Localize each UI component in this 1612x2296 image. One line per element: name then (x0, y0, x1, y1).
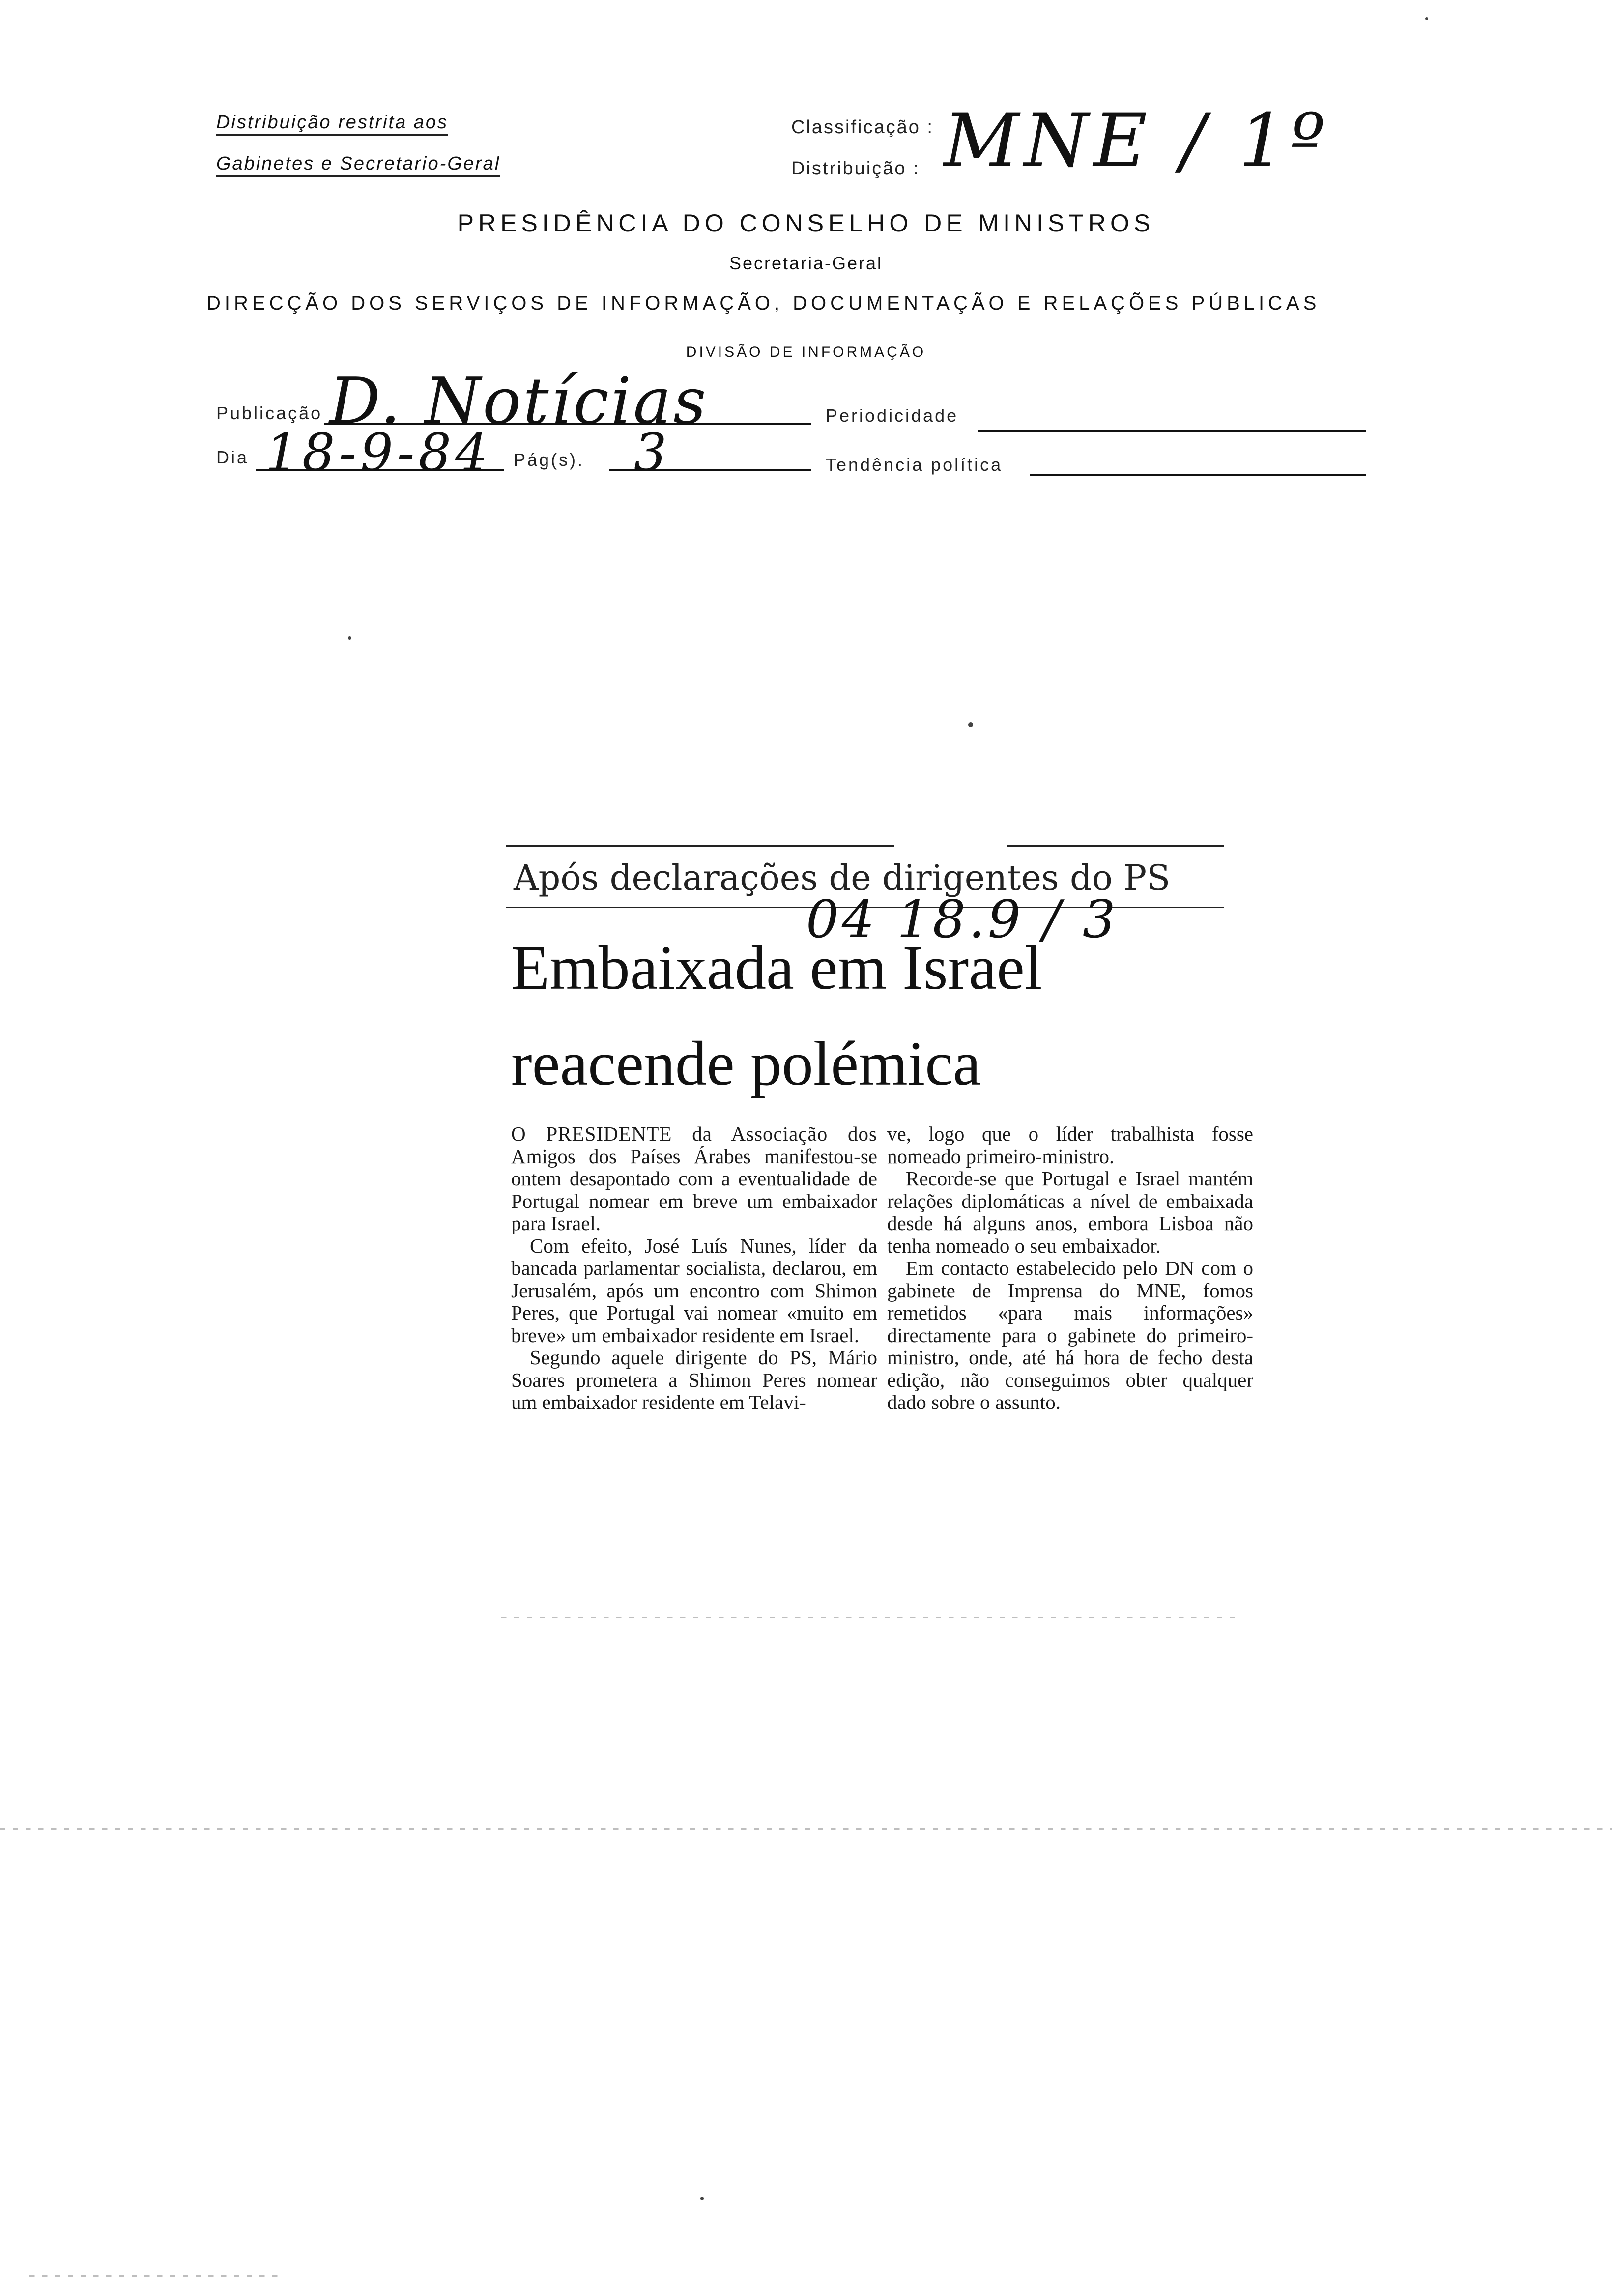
office-title: PRESIDÊNCIA DO CONSELHO DE MINISTROS (457, 209, 1155, 237)
article-column-1 (511, 1123, 877, 1414)
distribution-note-line1: Distribuição restrita aos (216, 112, 448, 136)
pag-handwritten-value: 3 (634, 423, 667, 483)
directorate-title: DIRECÇÃO DOS SERVIÇOS DE INFORMAÇÃO, DOCUMENTAÇÃO E RELAÇÕES PÚBLICAS (206, 292, 1321, 314)
handwritten-annotation: 04 18.9 / 3 (806, 890, 1119, 949)
division-title: DIVISÃO DE INFORMAÇÃO (686, 344, 926, 360)
classificacao-label: Classificação : (791, 117, 934, 138)
scan-noise-row (29, 2275, 285, 2277)
article-paragraph: Com efeito, José Luís Nunes, líder da bancada parlamentar socialista, declarou, em Jerusalém, após um encontro com Shimon Peres, que Portugal vai nomear «muito em breve» um embaixador residente em Israel. (511, 1234, 877, 1347)
distribuicao-label: Distribuição : (791, 158, 920, 179)
periodicidade-label: Periodicidade (826, 405, 959, 426)
article-paragraph: Em contacto estabelecido pelo DN com o gabinete de Imprensa do MNE, fomos remetidos «para mais informações» directamente para o gabinete do primeiro-ministro, onde, até há hora de fecho desta edição, não conseguimos obter qualquer dado sobre o assunto. (887, 1257, 1253, 1413)
office-subtitle: Secretaria-Geral (729, 253, 883, 273)
tendencia-label: Tendência política (826, 455, 1003, 475)
dia-label: Dia (216, 447, 249, 467)
scan-speck (968, 722, 973, 727)
article-paragraph: ve, logo que o líder trabalhista fosse nomeado primeiro-ministro. (887, 1122, 1253, 1168)
scan-noise-row (0, 1828, 1612, 1830)
clipping-top-rule-right (1008, 845, 1224, 847)
pag-label: Pág(s). (514, 450, 585, 470)
article-headline-line1: Embaixada em Israel (511, 933, 1042, 1003)
clipping-torn-edge (501, 1617, 1238, 1618)
article-column-2 (887, 1123, 1253, 1414)
publicacao-handwritten-value: D. Notícias (329, 364, 708, 438)
scan-speck (348, 636, 351, 640)
publicacao-label: Publicação (216, 403, 323, 423)
classificacao-handwritten-value: MNE / 1º (944, 98, 1330, 184)
article-paragraph: Recorde-se que Portugal e Israel mantém relações diplomáticas a nível de embaixada desde há alguns anos, embora Lisboa não tenha nomeado o seu embaixador. (887, 1167, 1253, 1257)
tendencia-field-line (1030, 474, 1366, 476)
dia-handwritten-value: 18-9-84 (265, 423, 492, 483)
clipping-top-rule-left (506, 845, 894, 847)
periodicidade-field-line (978, 430, 1366, 432)
distribution-note-line2: Gabinetes e Secretario-Geral (216, 153, 500, 177)
article-paragraph: O PRESIDENTE da Associação dos Amigos dos Países Árabes manifestou-se ontem desapontado com a eventualidade de Portugal nomear em breve um embaixador para Israel. (511, 1122, 877, 1234)
scan-speck (1425, 17, 1428, 20)
article-headline-line2: reacende polémica (511, 1029, 981, 1098)
scan-speck (700, 2197, 704, 2200)
article-kicker: Após declarações de dirigentes do PS (514, 858, 1171, 898)
article-paragraph: Segundo aquele dirigente do PS, Mário Soares prometera a Shimon Peres nomear um embaixador residente em Telavi- (511, 1346, 877, 1413)
